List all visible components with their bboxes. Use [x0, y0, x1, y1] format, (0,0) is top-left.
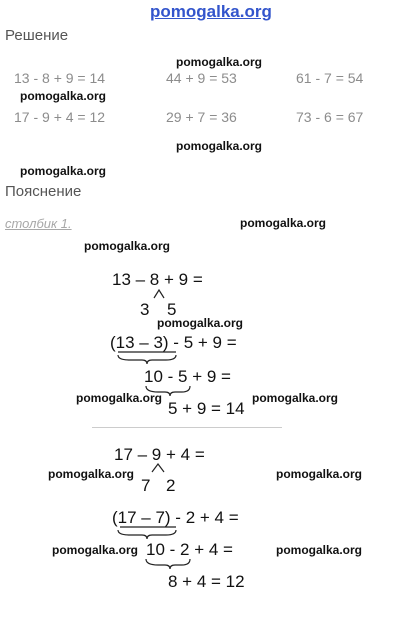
example2-line2: (17 – 7) - 2 + 4 =	[112, 508, 239, 527]
explanation-heading: Пояснение	[5, 183, 82, 200]
watermark-6: pomogalka.org	[84, 239, 171, 253]
solution-eq-3: 61 - 7 = 54	[296, 70, 364, 86]
watermark-5: pomogalka.org	[240, 216, 327, 230]
example1-split-a: 3	[140, 300, 150, 319]
example2-split-b: 2	[166, 476, 176, 495]
example2-line1: 17 – 9 + 4 =	[114, 445, 205, 464]
watermark-10: pomogalka.org	[48, 467, 135, 481]
brace-3	[118, 530, 176, 539]
solution-eq-2: 44 + 9 = 53	[166, 70, 237, 86]
solution-eq-1: 13 - 8 + 9 = 14	[14, 70, 106, 86]
solution-heading: Решение	[5, 27, 69, 44]
example1-line3: 10 - 5 + 9 =	[144, 367, 231, 386]
watermark-7: pomogalka.org	[157, 316, 244, 330]
example2-line4: 8 + 4 = 12	[168, 572, 245, 591]
watermark-13: pomogalka.org	[276, 543, 363, 557]
brace-4	[146, 559, 190, 569]
top-watermark: pomogalka.org	[150, 2, 272, 21]
solution-eq-5: 29 + 7 = 36	[166, 109, 237, 125]
split-tick-2	[152, 464, 164, 472]
brace-2	[146, 386, 190, 396]
watermark-4: pomogalka.org	[20, 164, 107, 178]
example1-line2: (13 – 3) - 5 + 9 =	[110, 333, 237, 352]
example1-line1: 13 – 8 + 9 =	[112, 270, 203, 289]
brace-1	[118, 355, 176, 364]
solution-eq-4: 17 - 9 + 4 = 12	[14, 109, 106, 125]
example2-line3: 10 - 2 + 4 =	[146, 540, 233, 559]
watermark-8: pomogalka.org	[76, 391, 163, 405]
watermark-3: pomogalka.org	[176, 139, 263, 153]
split-tick-1	[154, 290, 164, 298]
solution-eq-6: 73 - 6 = 67	[296, 109, 364, 125]
watermark-11: pomogalka.org	[276, 467, 363, 481]
watermark-12: pomogalka.org	[52, 543, 139, 557]
watermark-9: pomogalka.org	[252, 391, 339, 405]
column-label: столбик 1.	[5, 216, 72, 231]
example1-split-b: 5	[167, 300, 177, 319]
example2-split-a: 7	[141, 476, 151, 495]
example1-line4: 5 + 9 = 14	[168, 399, 245, 418]
watermark-2: pomogalka.org	[20, 89, 107, 103]
watermark-1: pomogalka.org	[176, 55, 263, 69]
